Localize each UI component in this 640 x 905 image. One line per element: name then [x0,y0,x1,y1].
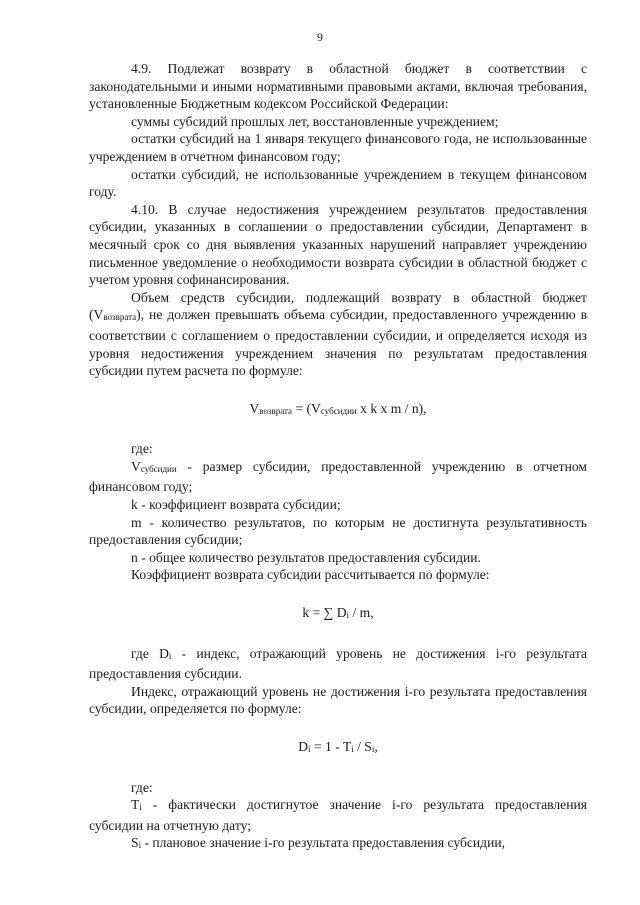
document-body [89,60,587,855]
formula-subscript: возврата [259,405,293,416]
definition-subscript: i [139,802,142,813]
definition-text: - индекс, отражающий уровень не достижения i-го результата предоставления субсидии. [89,645,587,682]
definition-k: k - коэффициент возврата субсидии; [131,497,341,513]
formula-subscript: субсидии [320,405,357,416]
formula-symbol: = (V [292,400,321,416]
paragraph-4-9: 4.9. Подлежат возврату в областной бюджет в соответствии с законодательными и иными нормативными правовыми актами, включая требования, установленные Бюджетным кодексом Российской Федерации: [89,61,587,112]
definition-d-index [89,645,587,683]
list-item-balances-jan1: остатки субсидий на 1 января текущего финансового года, не использованные учреждением в отчетном финансовом году; [89,131,587,164]
paragraph-refund-volume [89,289,587,380]
refund-volume-subscript: возврата [103,312,137,323]
definition-symbol: где D [131,645,169,661]
formula-symbol: / m, [349,605,374,621]
where-label-1: где: [131,441,153,457]
formula-coefficient [89,584,587,645]
definition-s [89,834,587,855]
definition-t [89,796,587,834]
refund-volume-text-a: Объем средств субсидии, подлежащий возврату в областной бюджет (V [89,289,587,323]
definition-text: - плановое значение i-го результата предоставления субсидии, [141,835,506,851]
paragraph-4-10: 4.10. В случае недостижения учреждением результатов предоставления субсидии, указанных в соглашении о предоставлении субсидии, Департамент в месячный срок со дня выявления указанных нарушений направляет учреждению письменное уведомление о необходимости возврата субсидии в областной бюджет с учетом уровня софинансирования. [89,201,587,288]
formula-index [89,718,587,779]
definition-text: - фактически достигнутое значение i-го результата предоставления субсидии на отчетную дату; [89,797,587,833]
formula-symbol: V [249,400,260,416]
formula-symbol: k = ∑ D [302,605,347,621]
page-number: 9 [317,30,323,44]
formula-symbol: , [374,739,378,754]
formula-symbol: = 1 - T [310,739,352,754]
where-label-2: где: [131,779,153,795]
refund-volume-text-b: ), не должен превышать объема субсидии, предоставленного учреждению в соответствии с соглашением о предоставлении субсидии, и определяется исходя из уровня недостижения учреждением значения по результатам предоставления субсидии путем расчета по формуле: [89,307,587,379]
formula-subscript: i [346,610,350,621]
definition-v-subsidy [89,458,587,496]
definition-subscript: i [168,650,172,661]
formula-subscript: i [371,744,375,754]
formula-subscript: i [351,744,354,754]
definition-subscript: субсидии [140,463,177,474]
formula-symbol: D [298,739,309,754]
coefficient-intro: Коэффициент возврата субсидии рассчитывается по формуле: [131,567,490,583]
index-intro: Индекс, отражающий уровень не достижения i-го результата предоставления субсидии, определяется по формуле: [89,683,587,717]
formula-refund [89,380,587,441]
definition-symbol: V [131,458,141,474]
formula-symbol: x k x m / n), [356,400,427,416]
formula-symbol: / S [353,739,372,754]
definition-m: m - количество результатов, по которым не достигнута результативность предоставления субсидии; [89,514,587,548]
definition-n: n - общее количество результатов предоставления субсидии. [131,549,481,565]
definition-text: - размер субсидии, предоставленной учреждению в отчетном финансовом году; [89,458,587,495]
formula-subscript: i [308,744,311,754]
definition-subscript: i [138,840,142,851]
definition-symbol: S [131,835,139,851]
list-item-balances-current: остатки субсидий, не использованные учреждением в текущем финансовом году. [89,166,587,200]
list-item-past-subsidies: суммы субсидий прошлых лет, восстановленные учреждением; [131,113,499,129]
definition-symbol: T [131,797,140,813]
